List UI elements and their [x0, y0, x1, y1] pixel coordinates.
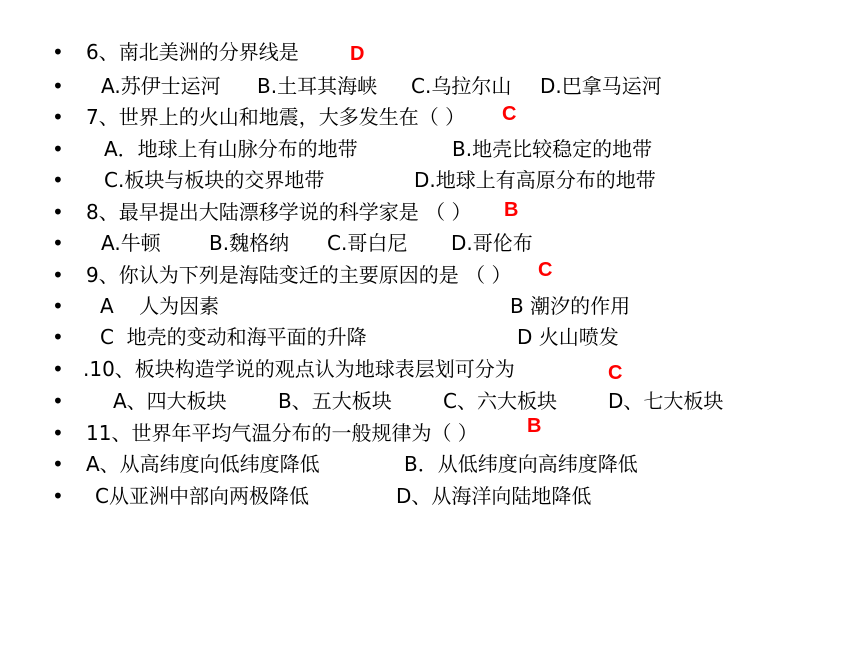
- option-c: C、六大板块: [443, 389, 557, 413]
- bullet: •: [52, 357, 64, 381]
- option-a: A．地球上有山脉分布的地带: [104, 137, 358, 161]
- option-a: A.苏伊士运河: [101, 74, 221, 98]
- bullet: •: [52, 294, 64, 318]
- option-d: D 火山喷发: [517, 325, 619, 349]
- bullet: •: [52, 200, 64, 224]
- bullet: •: [52, 40, 64, 64]
- bullet: •: [52, 263, 64, 287]
- option-d: D、从海洋向陆地降低: [396, 484, 592, 508]
- question-6: [0, 37, 860, 67]
- option-a: A 人为因素: [100, 294, 220, 318]
- option-b: B 潮汐的作用: [510, 294, 631, 318]
- answer-10: C: [608, 362, 623, 384]
- option-d: D.哥伦布: [451, 231, 533, 255]
- question-7-options-ab: [0, 134, 860, 164]
- question-9-options-ab: [0, 291, 860, 321]
- question-7-text: 7、世界上的火山和地震，大多发生在（ ）: [86, 105, 466, 129]
- answer-7: C: [502, 103, 517, 125]
- bullet: •: [52, 484, 64, 508]
- option-b: B.土耳其海峡: [257, 74, 378, 98]
- question-10-text: .10、板块构造学说的观点认为地球表层划可分为: [83, 357, 515, 381]
- option-c: C.板块与板块的交界地带: [104, 168, 325, 192]
- bullet: •: [52, 452, 64, 476]
- bullet: •: [52, 137, 64, 161]
- question-11-options-cd: [0, 481, 860, 511]
- question-7-options-cd: [0, 165, 860, 195]
- question-6-options: [0, 71, 860, 101]
- option-c: C.哥白尼: [327, 231, 408, 255]
- bullet: •: [52, 325, 64, 349]
- question-10: [0, 354, 860, 384]
- bullet: •: [52, 105, 64, 129]
- question-9: [0, 260, 860, 290]
- answer-8: B: [504, 199, 519, 221]
- question-9-text: 9、你认为下列是海陆变迁的主要原因的是 （ ）: [86, 263, 512, 287]
- option-b: B、五大板块: [278, 389, 392, 413]
- bullet: •: [52, 74, 64, 98]
- option-d: D.地球上有高原分布的地带: [414, 168, 656, 192]
- option-d: D、七大板块: [608, 389, 724, 413]
- option-a: A.牛顿: [101, 231, 161, 255]
- answer-11: B: [527, 415, 542, 437]
- option-a: A、四大板块: [113, 389, 227, 413]
- option-a: A、从高纬度向低纬度降低: [86, 452, 320, 476]
- question-10-options: [0, 386, 860, 416]
- option-b: B．从低纬度向高纬度降低: [404, 452, 638, 476]
- option-c: C 地壳的变动和海平面的升降: [100, 325, 367, 349]
- option-c: C.乌拉尔山: [411, 74, 512, 98]
- answer-9: C: [538, 259, 553, 281]
- bullet: •: [52, 389, 64, 413]
- question-8-text: 8、最早提出大陆漂移学说的科学家是 （ ）: [86, 200, 472, 224]
- question-7: [0, 102, 860, 132]
- question-8: [0, 197, 860, 227]
- question-11: [0, 418, 860, 448]
- bullet: •: [52, 231, 64, 255]
- bullet: •: [52, 168, 64, 192]
- option-d: D.巴拿马运河: [540, 74, 662, 98]
- option-b: B.地壳比较稳定的地带: [452, 137, 653, 161]
- question-6-text: 6、南北美洲的分界线是: [86, 40, 299, 64]
- option-c: C从亚洲中部向两极降低: [95, 484, 309, 508]
- question-8-options: [0, 228, 860, 258]
- option-b: B.魏格纳: [209, 231, 290, 255]
- question-11-options-ab: [0, 449, 860, 479]
- question-9-options-cd: [0, 322, 860, 352]
- answer-6: D: [350, 43, 365, 65]
- bullet: •: [52, 421, 64, 445]
- question-11-text: 11、世界年平均气温分布的一般规律为（ ）: [86, 421, 478, 445]
